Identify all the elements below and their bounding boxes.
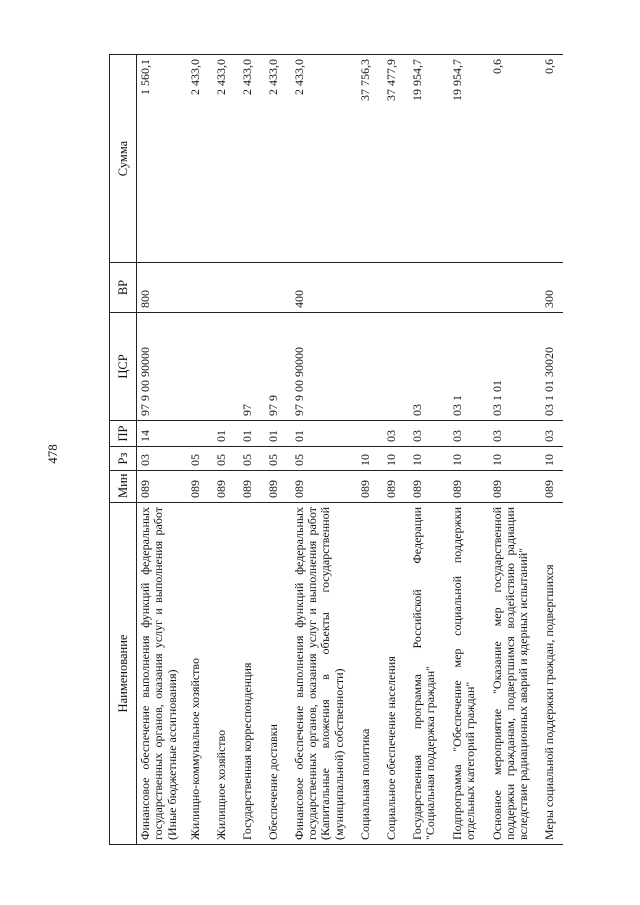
header-name: Наименование bbox=[110, 503, 137, 845]
row-name: Государственная программа Российской Федерации "Социальная поддержка граждан" bbox=[409, 503, 449, 845]
row-sum: 2 433,0 bbox=[187, 55, 213, 263]
row-vr bbox=[357, 263, 383, 313]
row-min: 089 bbox=[239, 471, 265, 503]
row-vr bbox=[265, 263, 291, 313]
rotated-page-content bbox=[109, 55, 609, 845]
row-pr bbox=[187, 421, 213, 447]
table-row bbox=[357, 55, 383, 845]
row-pr: 01 bbox=[213, 421, 239, 447]
row-name: Жилищное хозяйство bbox=[213, 503, 239, 845]
row-csr: 97 bbox=[239, 313, 265, 421]
row-rz: 05 bbox=[213, 447, 239, 471]
row-min: 089 bbox=[409, 471, 449, 503]
row-csr: 97 9 bbox=[265, 313, 291, 421]
row-min: 089 bbox=[541, 471, 563, 503]
table-row bbox=[213, 55, 239, 845]
row-pr: 03 bbox=[541, 421, 563, 447]
row-pr: 03 bbox=[409, 421, 449, 447]
row-sum: 2 433,0 bbox=[239, 55, 265, 263]
row-name: Обеспечение доставки bbox=[265, 503, 291, 845]
row-pr: 03 bbox=[383, 421, 409, 447]
row-sum: 0,6 bbox=[541, 55, 563, 263]
row-rz: 05 bbox=[187, 447, 213, 471]
row-rz: 03 bbox=[137, 447, 187, 471]
row-sum: 37 477,9 bbox=[383, 55, 409, 263]
row-csr: 97 9 00 90000 bbox=[137, 313, 187, 421]
table-row bbox=[137, 55, 187, 845]
row-min: 089 bbox=[265, 471, 291, 503]
table-header-row bbox=[110, 55, 137, 845]
row-min: 089 bbox=[291, 471, 357, 503]
table-row bbox=[265, 55, 291, 845]
row-pr: 01 bbox=[265, 421, 291, 447]
row-sum: 0,6 bbox=[489, 55, 541, 263]
row-vr bbox=[213, 263, 239, 313]
row-pr: 03 bbox=[489, 421, 541, 447]
row-name: Государственная корреспонденция bbox=[239, 503, 265, 845]
row-sum: 37 756,3 bbox=[357, 55, 383, 263]
row-min: 089 bbox=[383, 471, 409, 503]
row-sum: 2 433,0 bbox=[213, 55, 239, 263]
row-rz: 10 bbox=[357, 447, 383, 471]
row-vr bbox=[187, 263, 213, 313]
row-pr: 01 bbox=[239, 421, 265, 447]
header-pr: ПР bbox=[110, 421, 137, 447]
row-rz: 10 bbox=[489, 447, 541, 471]
row-sum: 2 433,0 bbox=[291, 55, 357, 263]
row-min: 089 bbox=[489, 471, 541, 503]
row-vr bbox=[449, 263, 489, 313]
row-min: 089 bbox=[137, 471, 187, 503]
row-min: 089 bbox=[187, 471, 213, 503]
row-min: 089 bbox=[449, 471, 489, 503]
row-name: Финансовое обеспечение выполнения функций федеральных государственных органов, оказания услуг и выполнения работ (Капитальные вложения в объекты государственной (муниципальной) собственности) bbox=[291, 503, 357, 845]
row-name: Социальная политика bbox=[357, 503, 383, 845]
page-number: 478 bbox=[45, 444, 60, 464]
row-pr: 01 bbox=[291, 421, 357, 447]
row-vr bbox=[239, 263, 265, 313]
row-csr: 03 1 01 bbox=[489, 313, 541, 421]
table-row bbox=[489, 55, 541, 845]
row-rz: 05 bbox=[291, 447, 357, 471]
table-row bbox=[239, 55, 265, 845]
row-name: Меры социальной поддержки граждан, подвергшихся bbox=[541, 503, 563, 845]
row-csr: 03 1 bbox=[449, 313, 489, 421]
budget-table bbox=[109, 54, 563, 845]
table-row bbox=[541, 55, 563, 845]
row-name: Социальное обеспечение населения bbox=[383, 503, 409, 845]
row-pr bbox=[357, 421, 383, 447]
header-vr: ВР bbox=[110, 263, 137, 313]
row-min: 089 bbox=[357, 471, 383, 503]
row-rz: 05 bbox=[265, 447, 291, 471]
header-min: Мин bbox=[110, 471, 137, 503]
header-rz: Рз bbox=[110, 447, 137, 471]
row-csr bbox=[357, 313, 383, 421]
row-pr: 03 bbox=[449, 421, 489, 447]
row-rz: 10 bbox=[383, 447, 409, 471]
row-csr bbox=[213, 313, 239, 421]
row-vr: 300 bbox=[541, 263, 563, 313]
row-rz: 10 bbox=[409, 447, 449, 471]
row-sum: 1 560,1 bbox=[137, 55, 187, 263]
row-csr: 97 9 00 90000 bbox=[291, 313, 357, 421]
row-csr bbox=[383, 313, 409, 421]
row-sum: 19 954,7 bbox=[409, 55, 449, 263]
header-csr: ЦСР bbox=[110, 313, 137, 421]
table-row bbox=[383, 55, 409, 845]
row-name: Основное мероприятие "Оказание мер государственной поддержки гражданам, подвергшимся воздействию радиации вследствие радиационных аварий и ядерных испытаний" bbox=[489, 503, 541, 845]
table-row bbox=[187, 55, 213, 845]
row-vr: 400 bbox=[291, 263, 357, 313]
row-csr bbox=[187, 313, 213, 421]
row-vr bbox=[409, 263, 449, 313]
header-sum: Сумма bbox=[110, 55, 137, 263]
table-row bbox=[291, 55, 357, 845]
row-vr bbox=[383, 263, 409, 313]
row-min: 089 bbox=[213, 471, 239, 503]
row-name: Подпрограмма "Обеспечение мер социальной поддержки отдельных категорий граждан" bbox=[449, 503, 489, 845]
row-csr: 03 1 01 30020 bbox=[541, 313, 563, 421]
table-row bbox=[449, 55, 489, 845]
row-pr: 14 bbox=[137, 421, 187, 447]
row-rz: 05 bbox=[239, 447, 265, 471]
row-vr bbox=[489, 263, 541, 313]
row-vr: 800 bbox=[137, 263, 187, 313]
row-sum: 2 433,0 bbox=[265, 55, 291, 263]
row-csr: 03 bbox=[409, 313, 449, 421]
row-rz: 10 bbox=[541, 447, 563, 471]
row-name: Финансовое обеспечение выполнения функций федеральных государственных органов, оказания услуг и выполнения работ (Иные бюджетные ассигнования) bbox=[137, 503, 187, 845]
row-rz: 10 bbox=[449, 447, 489, 471]
row-sum: 19 954,7 bbox=[449, 55, 489, 263]
row-name: Жилищно-коммунальное хозяйство bbox=[187, 503, 213, 845]
table-row bbox=[409, 55, 449, 845]
